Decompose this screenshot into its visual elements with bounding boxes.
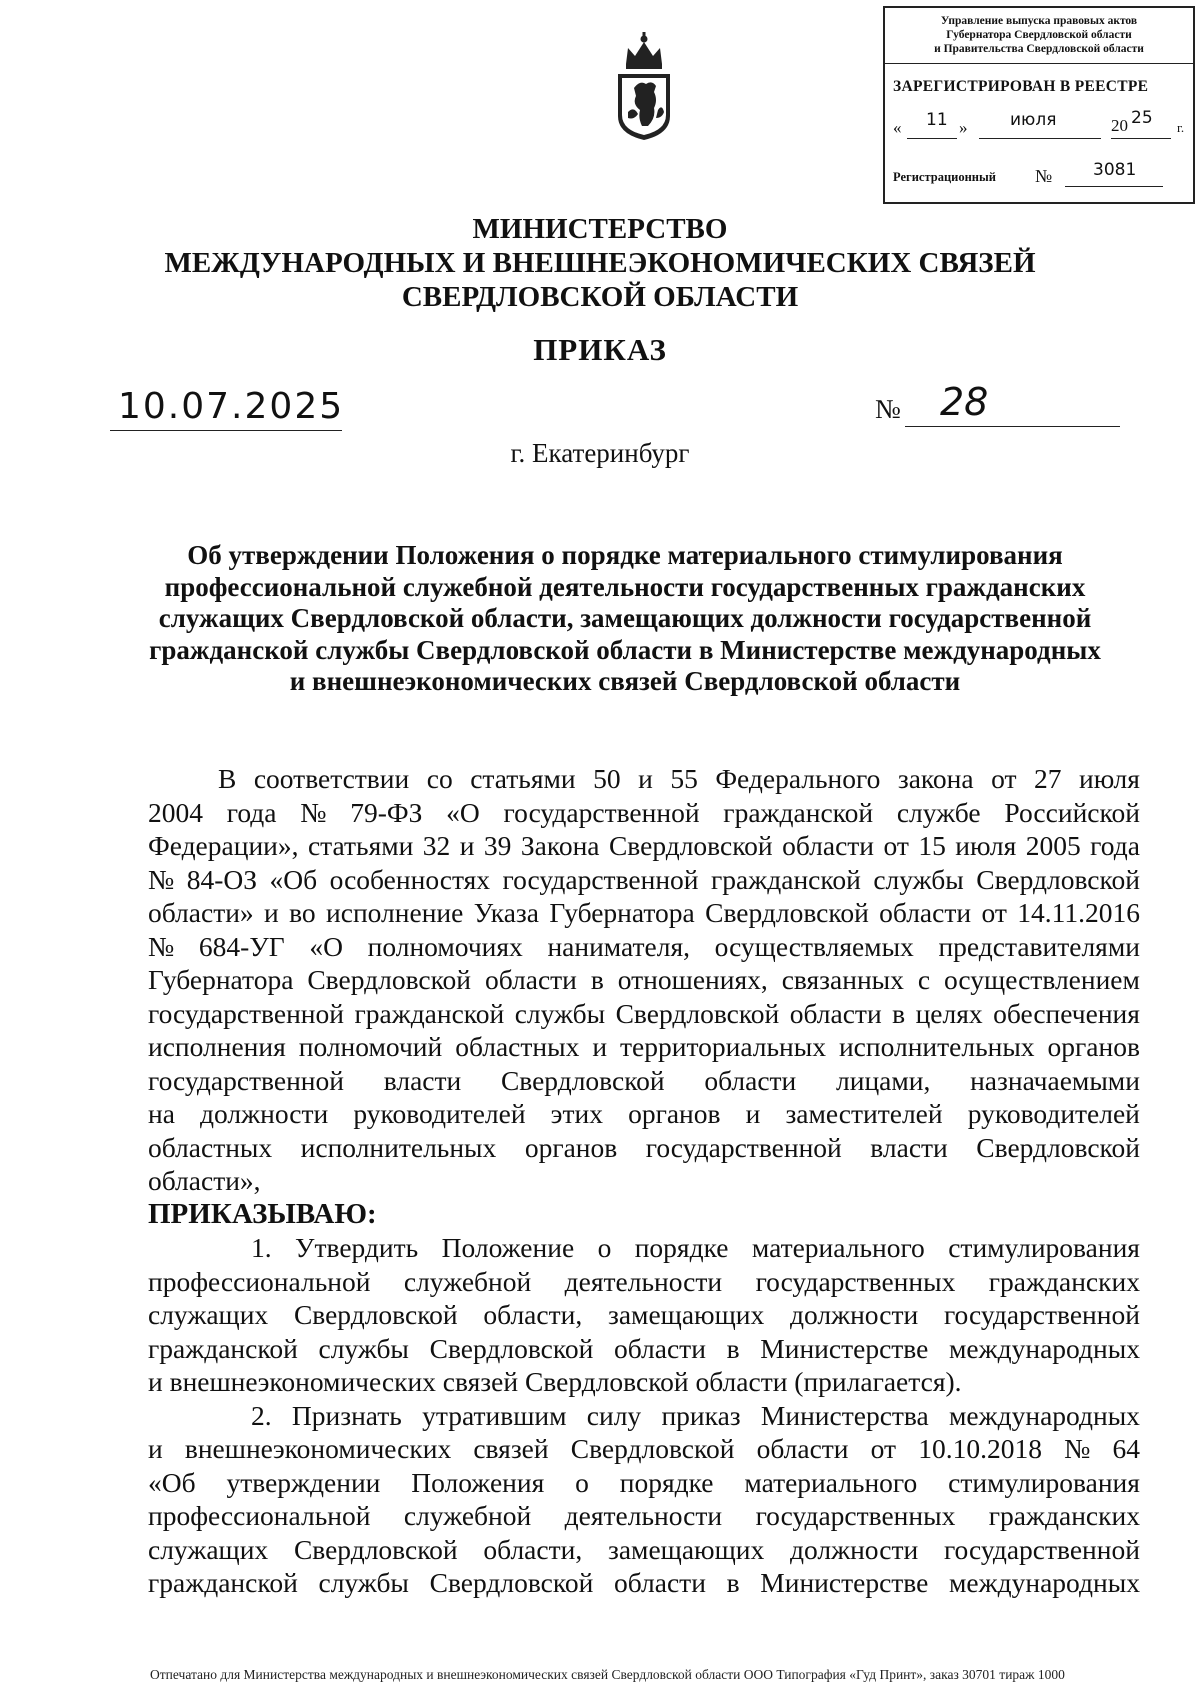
word: стимулирования: [948, 1232, 1140, 1263]
word: «О: [446, 796, 480, 828]
word: в: [892, 997, 906, 1029]
word: 14.11.2016: [1017, 897, 1140, 928]
subject-line: и внешнеэкономических связей Свердловской области: [289, 666, 961, 696]
word: гражданской: [148, 1332, 298, 1364]
word: областных: [148, 1131, 273, 1163]
word: органов: [1047, 1031, 1140, 1062]
word: 2004: [148, 796, 203, 828]
word: области: [704, 1064, 797, 1096]
word: лицами,: [836, 1064, 931, 1096]
item2-line: [148, 1399, 1140, 1433]
word: Российской: [1004, 796, 1140, 828]
item2-line: [148, 1533, 1140, 1567]
stamp-year-unit: г.: [1177, 120, 1185, 135]
word: 50: [593, 763, 621, 794]
word: года: [1090, 830, 1140, 861]
item2-line: [148, 1432, 1140, 1466]
word: утратившим: [422, 1399, 567, 1431]
word: приказ: [661, 1399, 741, 1431]
word: года: [226, 796, 277, 828]
word: Министерства: [760, 1399, 929, 1431]
word: полномочиях: [367, 930, 523, 962]
word: Свердловской: [500, 1064, 665, 1096]
stamp-year-prefix: 20: [1111, 116, 1128, 135]
word: осуществляемых: [714, 930, 914, 962]
word: гражданских: [988, 1265, 1140, 1297]
handwritten-date: 10.07.2025: [118, 386, 345, 427]
word: и: [459, 830, 475, 861]
word: профессиональной: [148, 1500, 371, 1531]
word: области: [613, 1567, 706, 1598]
word: 27: [1033, 763, 1062, 794]
word: исполнение: [326, 897, 464, 928]
word: служащих: [148, 1299, 269, 1330]
word: государственной: [502, 863, 699, 895]
preamble-line: [148, 1131, 1140, 1165]
word: должности: [200, 1098, 329, 1129]
stamp-date: [893, 108, 1189, 146]
stamp-quote-open: «: [893, 118, 902, 137]
stamp-year-suffix: 25: [1131, 108, 1153, 128]
word: 2.: [251, 1399, 272, 1431]
stamp-regnum-sign: №: [1035, 166, 1053, 186]
word: исполнительных: [300, 1131, 497, 1163]
word: деятельности: [564, 1500, 723, 1531]
word: Федерации»,: [148, 830, 299, 861]
stamp-header: [885, 8, 1193, 64]
word: осуществлением: [944, 964, 1140, 995]
word: Министерстве: [760, 1567, 929, 1598]
word: Федерального: [715, 763, 881, 794]
word: власти: [870, 1131, 948, 1163]
number-underline: [905, 426, 1120, 427]
word: службы: [318, 1332, 409, 1364]
word: Положения: [411, 1466, 545, 1498]
word: «Об: [269, 863, 318, 895]
word: гражданской: [354, 997, 505, 1029]
order-subject: [130, 540, 1120, 698]
word: службе: [896, 796, 981, 828]
word: государственной: [645, 1131, 842, 1163]
subject-line: гражданской службы Свердловской области в Министерстве международных: [149, 634, 1101, 665]
subject-line: Об утверждении Положения о порядке материального стимулирования: [187, 540, 1063, 570]
date-underline: [110, 430, 342, 431]
word: 2005: [1025, 830, 1081, 861]
number-label: №: [875, 394, 901, 424]
word: порядке: [634, 1232, 729, 1263]
word: области,: [483, 1533, 583, 1565]
item1-line: и внешнеэкономических связей Свердловской области (прилагается).: [148, 1366, 962, 1397]
word: и: [592, 1031, 608, 1062]
word: государственной: [148, 1064, 344, 1096]
word: службы: [514, 997, 606, 1029]
word: государственной: [148, 997, 344, 1029]
word: Указа: [473, 897, 539, 928]
word: и: [638, 763, 653, 794]
word: гражданской: [723, 796, 874, 828]
word: руководителей: [353, 1098, 526, 1129]
word: 32: [422, 830, 451, 861]
item1-line: [148, 1231, 1140, 1265]
item2-line: [148, 1466, 1140, 1500]
word: и: [745, 1098, 761, 1129]
subject-line: служащих Свердловской области, замещающих должности государственной: [158, 603, 1092, 633]
word: Свердловской: [608, 830, 773, 861]
preamble-line: [148, 796, 1140, 830]
word: должности: [789, 1533, 919, 1565]
word: 84-ОЗ: [186, 863, 258, 895]
preamble-line: [148, 829, 1140, 863]
word: во: [289, 897, 316, 928]
word: 64: [1112, 1433, 1140, 1464]
word: соответствии: [253, 763, 410, 794]
word: международных: [949, 1399, 1140, 1431]
word: службы: [318, 1567, 409, 1598]
order-body: [148, 762, 1140, 1600]
word: порядке: [619, 1466, 714, 1498]
word: гражданских: [988, 1500, 1140, 1531]
word: профессиональной: [148, 1265, 371, 1297]
word: Закона: [520, 830, 600, 861]
word: №: [1064, 1433, 1091, 1464]
preamble-line: области»,: [148, 1165, 261, 1196]
preamble-line: [148, 863, 1140, 897]
word: области: [756, 1433, 849, 1464]
stamp-header-line: Губернатора Свердловской области: [946, 29, 1132, 41]
item1-line: [148, 1265, 1140, 1299]
stamp-quote-close: »: [959, 118, 968, 137]
word: замещающих: [607, 1299, 765, 1330]
word: 79-ФЗ: [350, 796, 423, 828]
preamble-line: [148, 896, 1140, 930]
word: о: [597, 1232, 612, 1263]
word: Свердловской: [429, 1332, 594, 1364]
word: Свердловской: [976, 863, 1140, 895]
word: 39: [483, 830, 512, 861]
preamble-line: [148, 997, 1140, 1031]
word: гражданской: [148, 1567, 298, 1598]
ministry-line: МИНИСТЕРСТВО: [472, 213, 728, 245]
word: В: [218, 763, 237, 794]
word: 1.: [251, 1232, 272, 1263]
word: государственных: [755, 1500, 956, 1531]
word: №: [148, 863, 175, 895]
word: служебной: [403, 1500, 532, 1531]
word: 10.10.2018: [918, 1433, 1042, 1464]
ministry-name: [150, 212, 1050, 314]
item1-line: [148, 1332, 1140, 1366]
word: служебной: [403, 1265, 532, 1297]
word: руководителей: [967, 1098, 1140, 1129]
word: стимулирования: [948, 1466, 1140, 1498]
handwritten-number: 28: [940, 380, 989, 424]
word: с: [917, 964, 931, 995]
word: июля: [955, 830, 1017, 861]
item1-line: [148, 1298, 1140, 1332]
word: от: [883, 830, 909, 861]
registration-stamp: [883, 6, 1195, 204]
word: государственной: [943, 1533, 1140, 1565]
word: Свердловской: [705, 897, 869, 928]
word: обеспечения: [993, 997, 1140, 1029]
word: целях: [915, 997, 983, 1029]
preamble-line: [148, 1030, 1140, 1064]
word: от: [870, 1433, 897, 1464]
stamp-regnum-value: 3081: [1093, 160, 1137, 180]
word: от: [981, 897, 1007, 928]
word: материального: [744, 1466, 918, 1498]
word: Свердловской: [570, 1433, 735, 1464]
word: №: [300, 796, 327, 828]
word: силу: [586, 1399, 642, 1431]
word: полномочий: [298, 1031, 443, 1062]
word: назначаемыми: [970, 1064, 1140, 1096]
word: 684-УГ: [198, 930, 285, 962]
word: Свердловской: [615, 997, 780, 1029]
word: государственных: [755, 1265, 956, 1297]
stamp-regnum-label: Регистрационный: [893, 170, 996, 184]
word: области»: [148, 897, 254, 928]
order-word: ПРИКАЗЫВАЮ:: [148, 1197, 377, 1230]
word: №: [148, 930, 175, 962]
word: нанимателя,: [547, 930, 690, 962]
word: области,: [483, 1299, 583, 1330]
word: Губернатора: [148, 964, 294, 995]
item2-line: [148, 1566, 1140, 1600]
preamble-line: [148, 762, 1140, 796]
word: Свердловской: [293, 1533, 458, 1565]
word: представителями: [938, 930, 1140, 962]
city: г. Екатеринбург: [510, 438, 690, 468]
word: международных: [949, 1332, 1140, 1364]
word: заместителей: [785, 1098, 943, 1129]
word: статьями: [307, 830, 414, 861]
word: особенностях: [329, 863, 491, 895]
stamp-registration-number: [893, 160, 1189, 196]
word: Свердловской: [293, 1299, 458, 1330]
word: внешнеэкономических: [184, 1433, 452, 1464]
word: территориальных: [620, 1031, 826, 1062]
print-footer: Отпечатано для Министерства международных и внешнеэкономических связей Свердловской области ООО Типография «Гуд Принт», заказ 30701 тираж 1000: [150, 1667, 1065, 1682]
word: Признать: [291, 1399, 402, 1431]
word: закона: [897, 763, 974, 794]
ministry-line: МЕЖДУНАРОДНЫХ И ВНЕШНЕЭКОНОМИЧЕСКИХ СВЯЗЕЙ: [164, 247, 1036, 279]
word: «О: [309, 930, 343, 962]
stamp-month: июля: [1010, 110, 1057, 130]
preamble-line: [148, 1097, 1140, 1131]
word: международных: [949, 1567, 1140, 1598]
ministry-line: СВЕРДЛОВСКОЙ ОБЛАСТИ: [401, 281, 799, 313]
word: связанных: [781, 964, 904, 995]
word: должности: [789, 1299, 919, 1330]
word: исполнения: [148, 1031, 286, 1062]
word: органов: [628, 1098, 721, 1129]
item2-line: [148, 1499, 1140, 1533]
word: области: [782, 830, 875, 861]
word: в: [726, 1567, 740, 1598]
subject-line: профессиональной служебной деятельности государственных гражданских: [164, 571, 1086, 602]
word: Утвердить: [295, 1232, 419, 1263]
word: статьями: [470, 763, 576, 794]
word: Свердловской: [429, 1567, 594, 1598]
word: области: [613, 1332, 706, 1364]
word: гражданской: [711, 863, 861, 895]
word: в: [726, 1332, 740, 1364]
word: государственной: [503, 796, 700, 828]
word: органов: [524, 1131, 618, 1163]
word: материального: [751, 1232, 925, 1263]
word: области: [484, 964, 577, 995]
word: государственной: [943, 1299, 1140, 1330]
order-title: ПРИКАЗ: [533, 332, 667, 367]
word: от: [991, 763, 1017, 794]
stamp-day: 11: [926, 110, 948, 130]
word: июля: [1078, 763, 1140, 794]
word: этих: [550, 1098, 603, 1129]
word: области: [789, 997, 882, 1029]
word: Свердловской: [307, 964, 472, 995]
stamp-header-line: Управление выпуска правовых актов: [940, 15, 1138, 27]
word: власти: [383, 1064, 462, 1096]
word: Положение: [441, 1232, 575, 1263]
word: на: [148, 1098, 175, 1129]
word: в: [590, 964, 604, 995]
word: о: [575, 1466, 589, 1498]
word: и: [264, 897, 279, 928]
stamp-registered-text: ЗАРЕГИСТРИРОВАН В РЕЕСТРЕ: [893, 78, 1149, 95]
word: Губернатора: [549, 897, 695, 928]
word: отношениях,: [617, 964, 768, 995]
word: утверждении: [226, 1466, 381, 1498]
preamble-line: [148, 930, 1140, 964]
word: служащих: [148, 1533, 269, 1565]
word: Свердловской: [976, 1131, 1140, 1163]
coat-of-arms-emblem: [612, 30, 676, 142]
word: деятельности: [564, 1265, 723, 1297]
word: областных: [455, 1031, 580, 1062]
word: службы: [873, 863, 964, 895]
word: замещающих: [607, 1533, 765, 1565]
preamble-line: [148, 963, 1140, 997]
word: исполнительных: [838, 1031, 1035, 1062]
word: связей: [473, 1433, 549, 1464]
word: области: [879, 897, 972, 928]
preamble-line: [148, 1064, 1140, 1098]
word: со: [426, 763, 453, 794]
stamp-header-line: и Правительства Свердловской области: [934, 43, 1144, 55]
word: 15: [918, 830, 946, 861]
word: и: [148, 1433, 163, 1464]
word: 55: [670, 763, 698, 794]
word: «Об: [148, 1466, 196, 1498]
word: Министерстве: [760, 1332, 929, 1364]
